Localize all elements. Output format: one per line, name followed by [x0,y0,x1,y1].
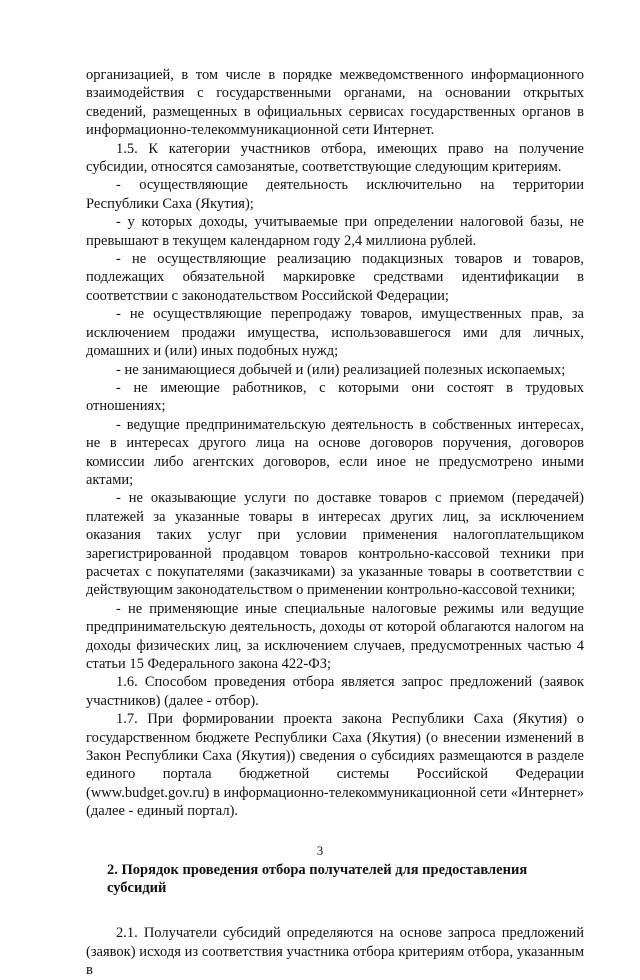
criterion-own-interests: - ведущие предпринимательскую деятельность в собственных интересах, не в интересах другого лица на основе договоров поручения, договоров комиссии либо агентских договоров, если иное не предусмотрено иными актами; [86,416,584,488]
criterion-resale: - не осуществляющие перепродажу товаров, имущественных прав, за исключением продажи имущества, использовавшегося ими для личных, домашних и (или) иных подобных нужд; [86,306,584,360]
page-number: 3 [316,844,324,858]
paragraph-intro-continuation: организацией, в том числе в порядке межведомственного информационного взаимодействия с государственными органами, на основании открытых сведений, размещенных в официальных сервисах государственных органов в информационно-телекоммуникационной сети Интернет. [86,67,584,139]
paragraph-1-6: 1.6. Способом проведения отбора является запрос предложений (заявок участников) (далее - отбор). [86,674,584,709]
criterion-excise-goods: - не осуществляющие реализацию подакцизных товаров и товаров, подлежащих обязательной маркировке средствами идентификации в соответствии с законодательством Российской Федерации; [86,251,584,304]
criterion-income-limit: - у которых доходы, учитываемые при определении налоговой базы, не превышают в текущем календарном году 2,4 миллиона рублей. [86,214,584,249]
criterion-mining: - не занимающиеся добычей и (или) реализацией полезных ископаемых; [116,361,566,378]
section-heading: 2. Порядок проведения отбора получателей для предоставления субсидий [107,861,528,897]
paragraph-1-5: 1.5. К категории участников отбора, имеющих право на получение субсидии, относятся самозанятые, соответствующие следующим критериям. [86,140,584,176]
paragraph-1-7: 1.7. При формировании проекта закона Республики Саха (Якутия) о государственном бюджете Республики Саха (Якутия) (о внесении изменений в Закон Республики Саха (Якутия)) сведения о субсидиях размещаются в разделе единого портала бюджетной системы Российской Федерации (www.budget.gov.ru) в информационно-телекоммуникационной сети «Интернет» (далее - единый портал). [86,711,584,820]
criterion-delivery-services: - не оказывающие услуги по доставке товаров с приемом (передачей) платежей за указанные товары в интересах других лиц, за исключением оказания таких услуг при условии применения налогоплательщиком зарегистрированной продавцом товаров контрольно-кассовой техники при расчетах с покупателями (заказчиками) за указанные товары в соответствии с действующим законодательством о применении контрольно-кассовой техники; [86,490,584,599]
paragraph-2-1: 2.1. Получатели субсидий определяются на основе запроса предложений (заявок) исходя из соответствия участника отбора критериям отбора, указанным в [86,925,584,979]
criterion-no-employees: - не имеющие работников, с которыми они состоят в трудовых отношениях; [86,379,584,415]
criterion-special-tax-regimes: - не применяющие иные специальные налоговые режимы или ведущие предпринимательскую деятельность, доходы от которой облагаются налогом на доходы физических лиц, за исключением случаев, предусмотренных частью 4 статьи 15 Федерального закона 422-ФЗ; [86,600,584,672]
criterion-territory: - осуществляющие деятельность исключительно на территории Республики Саха (Якутия); [86,177,584,212]
